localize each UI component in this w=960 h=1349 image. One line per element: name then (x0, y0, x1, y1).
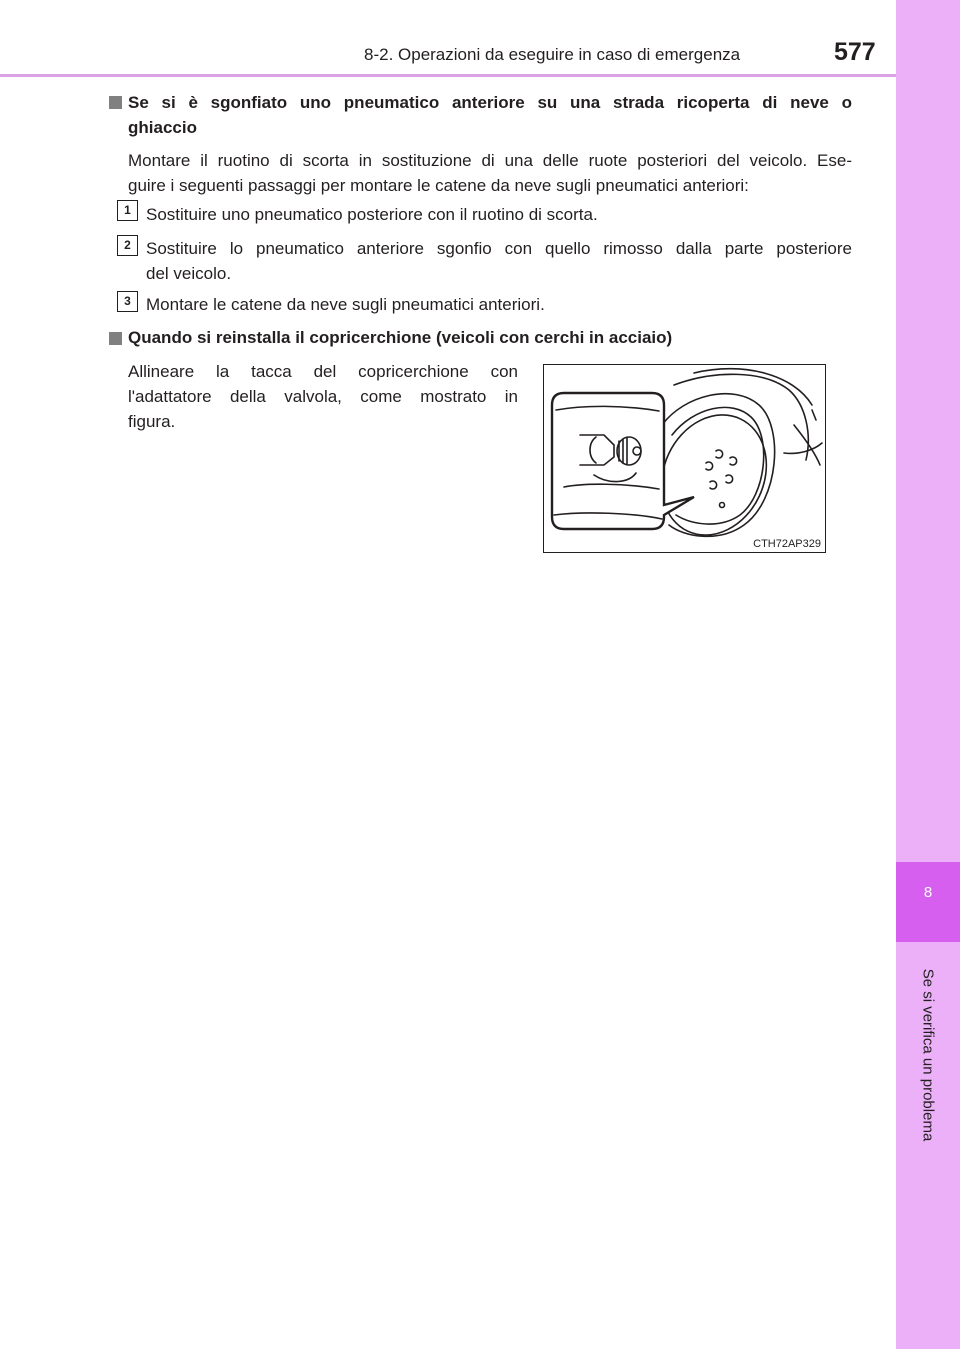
lug-nut-icon (730, 457, 737, 465)
wheel-cap-illustration (544, 365, 825, 552)
body-line (784, 443, 822, 453)
step-text: Sostituire uno pneumatico posteriore con il ruotino di scorta. (146, 205, 598, 224)
instruction-line: l'adattatore della valvola, come mostrato in (128, 387, 518, 406)
fender-line (674, 374, 808, 460)
instruction-line: figura. (128, 412, 176, 431)
chapter-number-box (896, 862, 960, 942)
page-number: 577 (834, 38, 876, 66)
section-heading: Quando si reinstalla il copricerchione (veicoli con cerchi in acciaio) (128, 328, 673, 347)
instruction-line: Allineare la tacca del copricerchione con (128, 362, 518, 381)
intro-paragraph (128, 148, 852, 198)
step-text-line: Sostituire lo pneumatico anteriore sgonfio con quello rimosso dalla parte posteriore (146, 239, 852, 258)
section-bullet-icon (109, 96, 122, 109)
valve-notch (720, 503, 725, 508)
step-number-badge: 1 (117, 200, 138, 221)
lug-nut-icon (716, 450, 723, 458)
wheel-cap-figure (543, 364, 826, 553)
section-bullet-icon (109, 332, 122, 345)
step-text: Montare le catene da neve sugli pneumatici anteriori. (146, 295, 545, 314)
section-heading-line: Se si è sgonfiato uno pneumatico anteriore su una strada ricoperta di neve o (128, 93, 852, 112)
intro-line: guire i seguenti passaggi per montare le catene da neve sugli pneumatici anteriori: (128, 176, 749, 195)
body-line (812, 410, 816, 420)
section-title: 8-2. Operazioni da eseguire in caso di emergenza (364, 45, 741, 64)
intro-line: Montare il ruotino di scorta in sostituzione di una delle ruote posteriori del veicolo. Ese- (128, 151, 852, 170)
fender-line (694, 369, 812, 405)
section-heading-line: ghiaccio (128, 118, 197, 137)
header-rule (0, 74, 896, 77)
step-number-badge: 3 (117, 291, 138, 312)
instruction-paragraph (128, 359, 518, 434)
lug-nut-icon (706, 462, 713, 470)
chapter-number: 8 (923, 884, 933, 901)
step-text (146, 236, 852, 286)
lug-nut-icon (710, 481, 717, 489)
figure-code: CTH72AP329 (753, 538, 821, 550)
step-text-line: del veicolo. (146, 264, 232, 283)
lug-nut-icon (726, 475, 733, 483)
chapter-side-tab (896, 0, 960, 1349)
step-number-badge: 2 (117, 235, 138, 256)
chapter-name: Se si verifica un problema (919, 968, 937, 1142)
